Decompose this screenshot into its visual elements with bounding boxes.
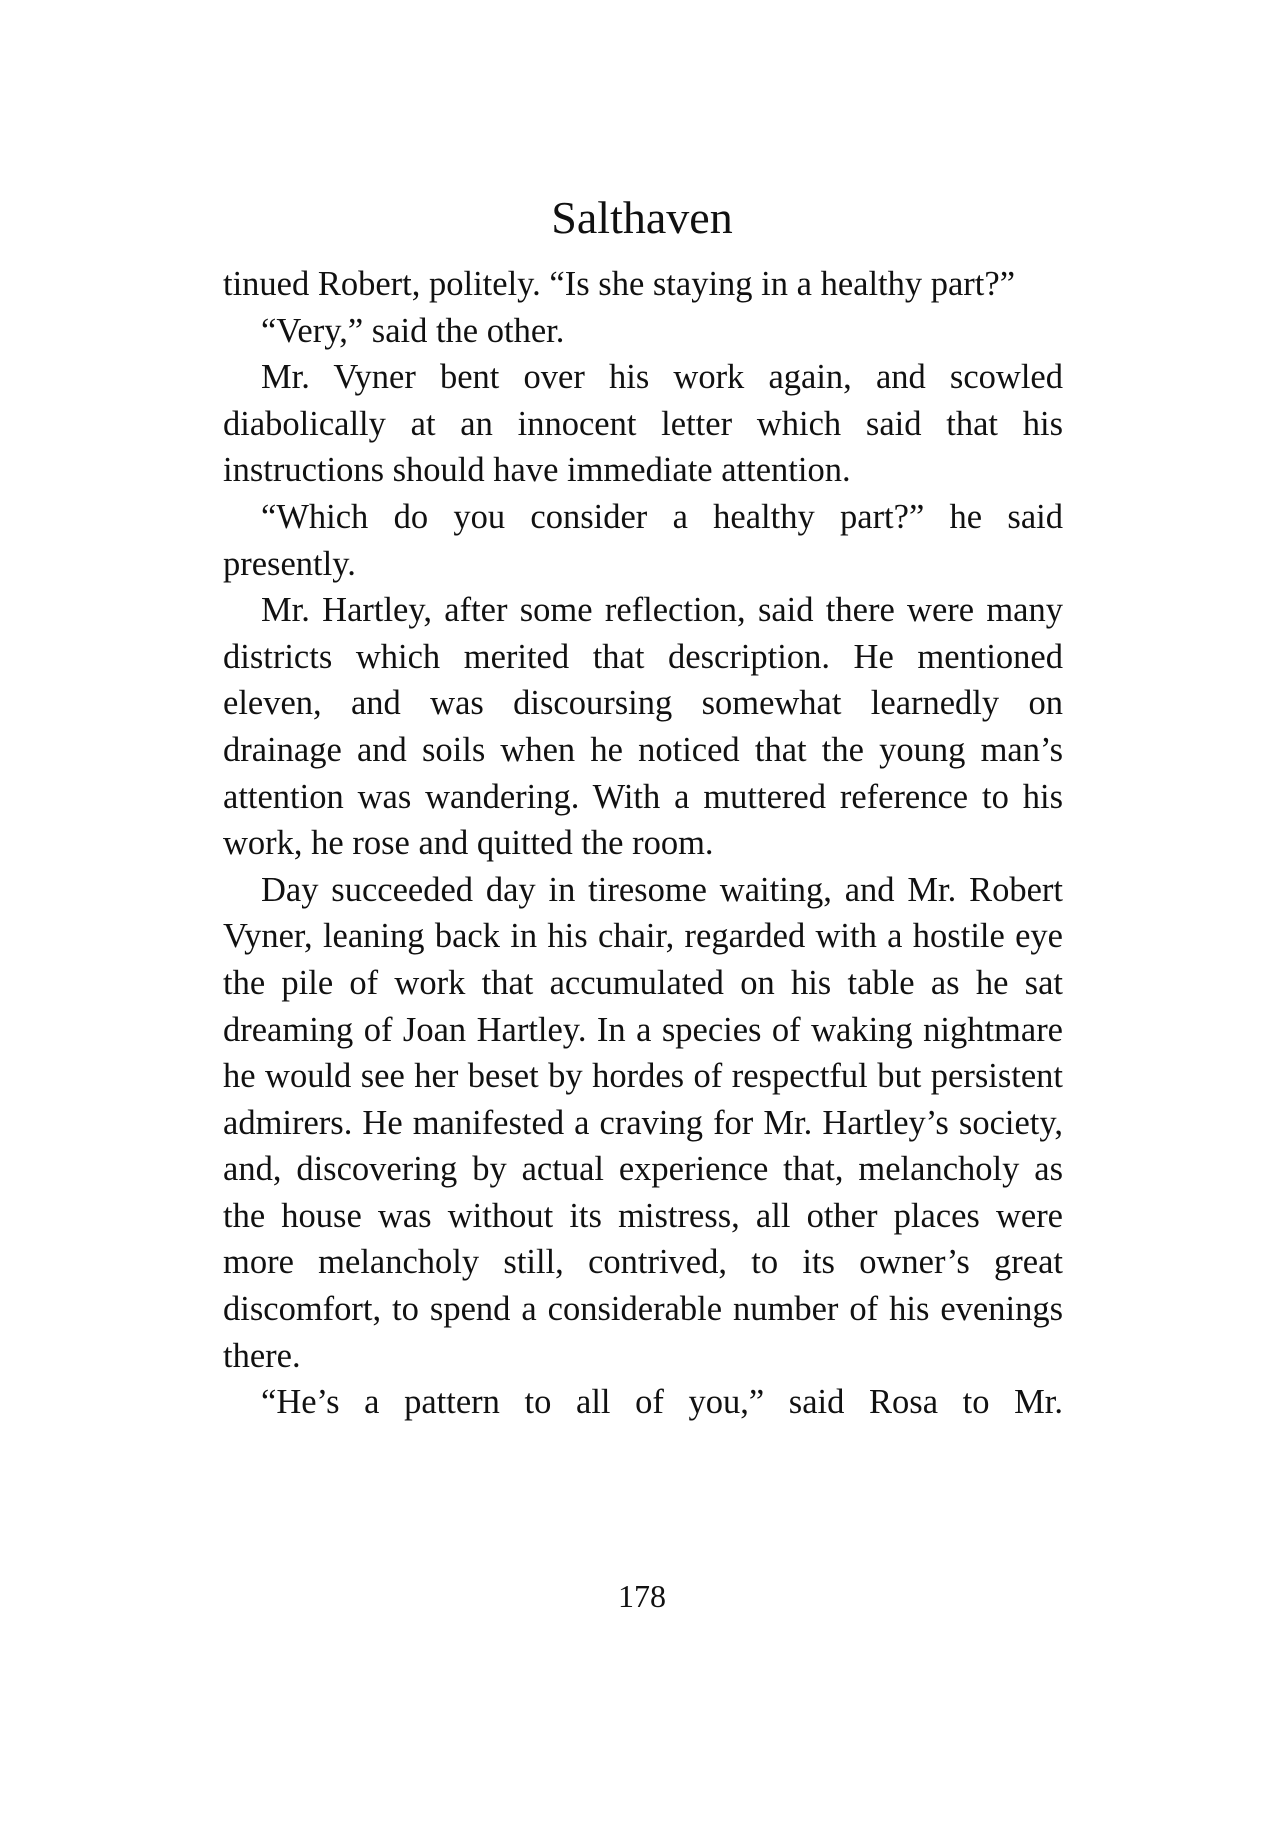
paragraph-continues: “He’s a pattern to all of you,” said Rosa to Mr. (261, 1383, 1063, 1422)
paragraph: “Very,” said the other. (261, 311, 565, 350)
paragraph: Mr. Vyner bent over his work again, and scowled diabolically at an innocent letter which said that his instructions should have immediate attention. (223, 358, 1063, 490)
paragraph: Day succeeded day in tiresome waiting, and Mr. Robert Vyner, leaning back in his chair, regarded with a hostile eye the pile of work that accumulated on his table as he sat dreaming of Joan Hartley. In a species of waking nightmare he would see her beset by hordes of respectful but persistent admirers. He manifested a craving for Mr. Hartley’s society, and, discovering by actual experience that, melancholy as the house was without its mistress, all other places were more melancholy still, contrived, to its owner’s great discomfort, to spend a considerable number of his evenings there. (223, 870, 1063, 1375)
paragraph: Mr. Hartley, after some reflection, said there were many districts which merited that description. He mentioned eleven, and was discoursing somewhat learnedly on drainage and soils when he noticed that the young man’s attention was wandering. With a muttered reference to his work, he rose and quitted the room. (223, 591, 1063, 863)
paragraph: “Which do you consider a healthy part?” he said presently. (223, 497, 1063, 583)
running-head: Salthaven (551, 192, 733, 243)
page-number: 178 (618, 1578, 666, 1614)
body-text (223, 261, 1063, 1426)
paragraph-continued: tinued Robert, politely. “Is she staying in a healthy part?” (223, 265, 1016, 303)
